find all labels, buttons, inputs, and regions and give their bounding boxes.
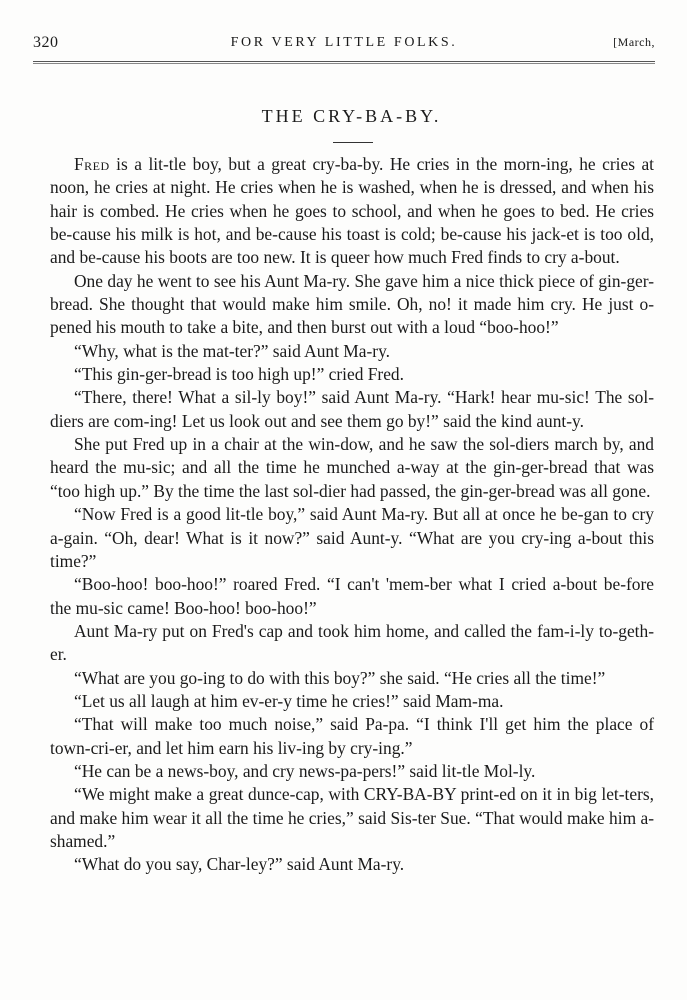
paragraph: “What are you go-ing to do with this boy?” she said. “He cries all the time!”: [74, 667, 606, 688]
paragraph: “Let us all laugh at him ev-er-y time he cries!” said Mam-ma.: [74, 690, 504, 711]
paragraph: “Now Fred is a good lit-tle boy,” said Aunt Ma-ry. But all at once he be-gan to cry a-gain. “Oh, dear! What is it now?” said Aunt-y. “What are you cry-ing a-bout this time?”: [50, 504, 654, 571]
first-word: Fred: [74, 154, 110, 174]
month-label: [March,: [613, 35, 655, 49]
paragraph: Fred is a lit-tle boy, but a great cry-ba-by. He cries in the morn-ing, he cries at noon, he cries at night. He cries when he is washed, when he is dressed, and when his hair is combed. He cries when he goes to school, and when he goes to bed. He cries be-cause his milk is hot, and be-cause his toast is cold; be-cause his jack-et is too old, and be-cause his boots are too new. It is queer how much Fred finds to cry a-bout.: [50, 154, 654, 268]
paragraph: One day he went to see his Aunt Ma-ry. She gave him a nice thick piece of gin-ger-bread. She thought that would make him smile. Oh, no! it made him cry. He just o-pened his mouth to take a bite, and then burst out with a loud “boo-hoo!”: [50, 270, 654, 338]
header-rule-secondary: [33, 63, 655, 64]
paragraph: “He can be a news-boy, and cry news-pa-pers!” said lit-tle Mol-ly.: [74, 760, 536, 781]
paragraph: “We might make a great dunce-cap, with CRY-BA-BY print-ed on it in big let-ters, and make him wear it all the time he cries,” said Sis-ter Sue. “That would make him a-shamed.”: [50, 784, 654, 851]
paragraph: “There, there! What a sil-ly boy!” said Aunt Ma-ry. “Hark! hear mu-sic! The sol-diers are com-ing! Let us look out and see them go by!” said the kind aunt-y.: [50, 387, 654, 431]
paragraph: Aunt Ma-ry put on Fred's cap and took him home, and called the fam-i-ly to-geth-er.: [50, 620, 654, 665]
page-header: [33, 34, 655, 54]
paragraph: “This gin-ger-bread is too high up!” cried Fred.: [74, 364, 404, 385]
header-rule: [33, 61, 655, 62]
paragraph: “What do you say, Char-ley?” said Aunt Ma-ry.: [74, 854, 405, 875]
story-body: [50, 153, 654, 877]
paragraph: “Boo-hoo! boo-hoo!” roared Fred. “I can't 'mem-ber what I cried a-bout be-fore the mu-sic came! Boo-hoo! boo-hoo!”: [50, 574, 654, 618]
title-divider: [333, 142, 373, 143]
page-number: 320: [33, 34, 59, 51]
story-title: THE CRY-BA-BY.: [261, 106, 442, 126]
paragraph: “That will make too much noise,” said Pa-pa. “I think I'll get him the place of town-cri-er, and let him earn his liv-ing by cry-ing.”: [50, 714, 654, 758]
running-title: FOR VERY LITTLE FOLKS.: [230, 35, 458, 50]
paragraph: She put Fred up in a chair at the win-dow, and he saw the sol-diers march by, and heard the mu-sic; and all the time he munched a-way at the gin-ger-bread that was “too high up.” By the time the last sol-dier had passed, the gin-ger-bread was all gone.: [50, 434, 654, 501]
paragraph: “Why, what is the mat-ter?” said Aunt Ma-ry.: [74, 340, 390, 361]
